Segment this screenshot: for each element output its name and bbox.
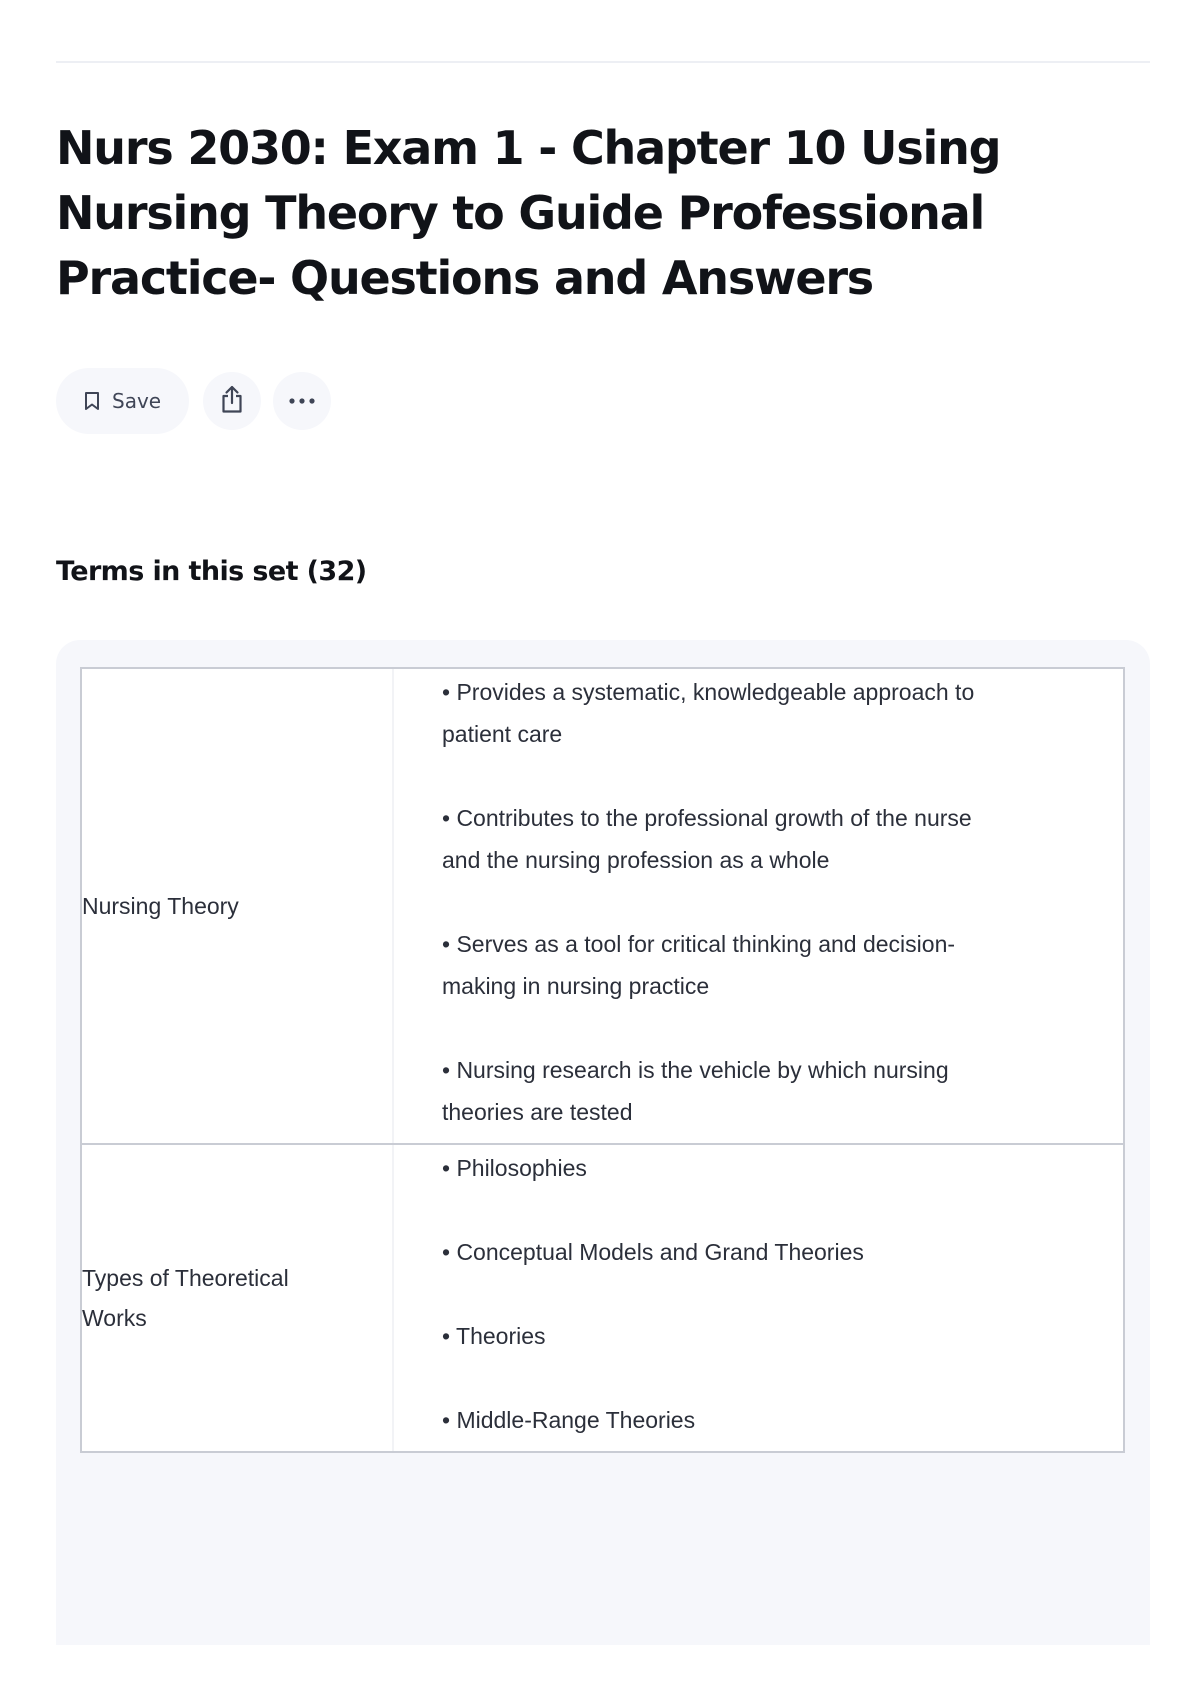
terms-heading: Terms in this set (32) xyxy=(56,556,367,587)
share-button[interactable] xyxy=(203,372,261,430)
term-text: Types of Theoretical Works xyxy=(82,1265,289,1331)
definition-cell xyxy=(394,1145,1123,1451)
term-text: Nursing Theory xyxy=(82,893,239,919)
more-options-button[interactable] xyxy=(273,372,331,430)
definition-line: • Theories xyxy=(442,1323,546,1349)
share-icon xyxy=(220,384,244,419)
terms-panel xyxy=(56,640,1150,1645)
definition-line: • Serves as a tool for critical thinking and decision-making in nursing practice xyxy=(442,931,956,999)
term-row[interactable] xyxy=(82,1145,1123,1451)
term-row[interactable] xyxy=(82,669,1123,1145)
term-cell xyxy=(82,1145,394,1451)
definition-line: • Provides a systematic, knowledgeable approach to patient care xyxy=(442,679,975,747)
definition-line: • Conceptual Models and Grand Theories xyxy=(442,1239,864,1265)
bookmark-icon xyxy=(84,391,100,411)
definition-line: • Nursing research is the vehicle by which nursing theories are tested xyxy=(442,1057,949,1125)
top-divider xyxy=(56,61,1150,63)
definition-line: • Contributes to the professional growth of the nurse and the nursing profession as a whole xyxy=(442,805,972,873)
definition-line: • Middle-Range Theories xyxy=(442,1407,696,1433)
definition-cell xyxy=(394,669,1123,1143)
terms-table xyxy=(80,667,1125,1453)
definition-line: • Philosophies xyxy=(442,1155,587,1181)
page-title: Nurs 2030: Exam 1 - Chapter 10 Using Nursing Theory to Guide Professional Practice- Questions and Answers xyxy=(56,121,1001,305)
action-bar xyxy=(56,368,331,434)
more-options-icon xyxy=(288,392,316,410)
save-button-label: Save xyxy=(112,389,162,413)
term-cell xyxy=(82,669,394,1143)
save-button[interactable] xyxy=(56,368,189,434)
